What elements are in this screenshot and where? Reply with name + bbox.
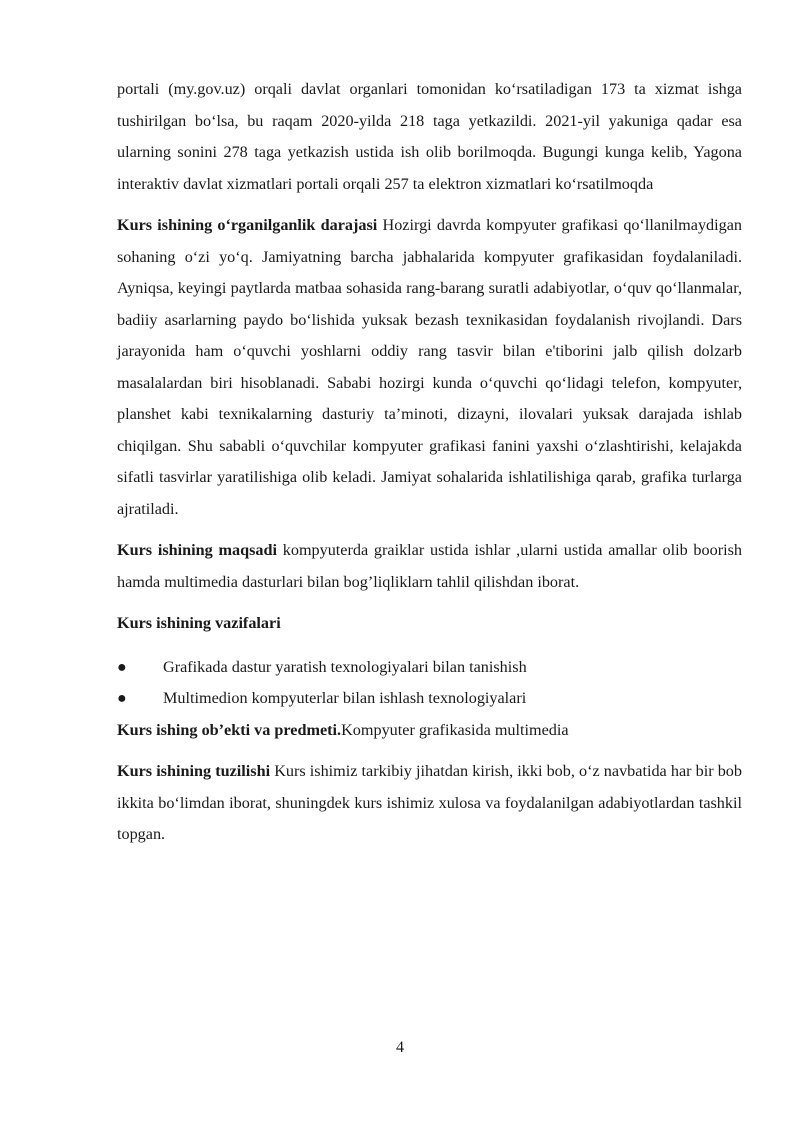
goal-text: kompyuterda graiklar ustida ishlar ,ularni ustida amallar olib boorish hamda multimedia dasturlari bilan bog’liqliklarn tahlil qilishdan iborat. — [117, 541, 742, 591]
paragraph-goal — [117, 535, 742, 598]
research-level-text: Hozirgi davrda kompyuter grafikasi qoʻllanilmaydigan sohaning oʻzi yoʻq. Jamiyatning barcha jabhalarida kompyuter grafikasidan foydalaniladi. Ayniqsa, keyingi paytlarda matbaa sohasida rang-barang suratli adabiyotlar, oʻquv qoʻllanmalar, badiiy asarlarning paydo boʻlishida yuksak bezash texnikasidan foydalanish rivojlandi. Dars jarayonida ham oʻquvchi yoshlarni oddiy rang tasvir bilan e'tiborini jalb qilish dolzarb masalalardan biri hisoblanadi. Sababi hozirgi kunda oʻquvchi qoʻlidagi telefon, kompyuter, planshet kabi texnikalarning dasturiy ta’minoti, dizayni, ilovalari yuksak darajada ishlab chiqilgan. Shu sababli oʻquvchilar kompyuter grafikasi fanini yaxshi oʻzlashtirishi, kelajakda sifatli tasvirlar yaratilishiga olib keladi. Jamiyat sohalarida ishlatilishiga qarab, grafika turlarga ajratiladi. — [117, 216, 742, 518]
object-text: Kompyuter grafikasida multimedia — [341, 720, 569, 739]
paragraph-intro: portali (my.gov.uz) orqali davlat organlari tomonidan koʻrsatiladigan 173 ta xizmat ishga tushirilgan boʻlsa, bu raqam 2020-yilda 218 taga yetkazildi. 2021-yil yakuniga qadar esa ularning sonini 278 taga yetkazish ustida ish olib borilmoqda. Bugungi kunga kelib, Yagona interaktiv davlat xizmatlari portali orqali 257 ta elektron xizmatlari koʻrsatilmoqda — [117, 80, 742, 193]
tasks-heading: Kurs ishining vazifalari — [117, 614, 281, 632]
bullet-icon: ● — [117, 658, 127, 676]
list-item-text: Multimedion kompyuterlar bilan ishlash texnologiyalari — [163, 689, 527, 707]
structure-heading: Kurs ishining tuzilishi — [117, 762, 271, 780]
list-item-text: Grafikada dastur yaratish texnologiyalari bilan tanishish — [163, 657, 527, 676]
document-page — [117, 74, 742, 851]
paragraph-object — [117, 715, 742, 747]
object-heading: Kurs ishing ob’ekti va predmeti. — [117, 720, 342, 739]
page-number: 4 — [396, 1039, 404, 1056]
paragraph-structure — [117, 756, 742, 851]
list-item — [117, 683, 742, 715]
list-item — [117, 652, 742, 684]
structure-text: Kurs ishimiz tarkibiy jihatdan kirish, ikki bob, oʻz navbatida har bir bob ikkita boʻlimdan iborat, shuningdek kurs ishimiz xulosa va foydalanilgan adabiyotlardan tashkil topgan. — [117, 762, 742, 843]
goal-heading: Kurs ishining maqsadi — [117, 541, 277, 559]
research-level-heading: Kurs ishining oʻrganilganlik darajasi — [117, 216, 378, 234]
bullet-icon: ● — [117, 690, 127, 707]
tasks-list — [117, 652, 742, 715]
paragraph-research-level — [117, 210, 742, 525]
